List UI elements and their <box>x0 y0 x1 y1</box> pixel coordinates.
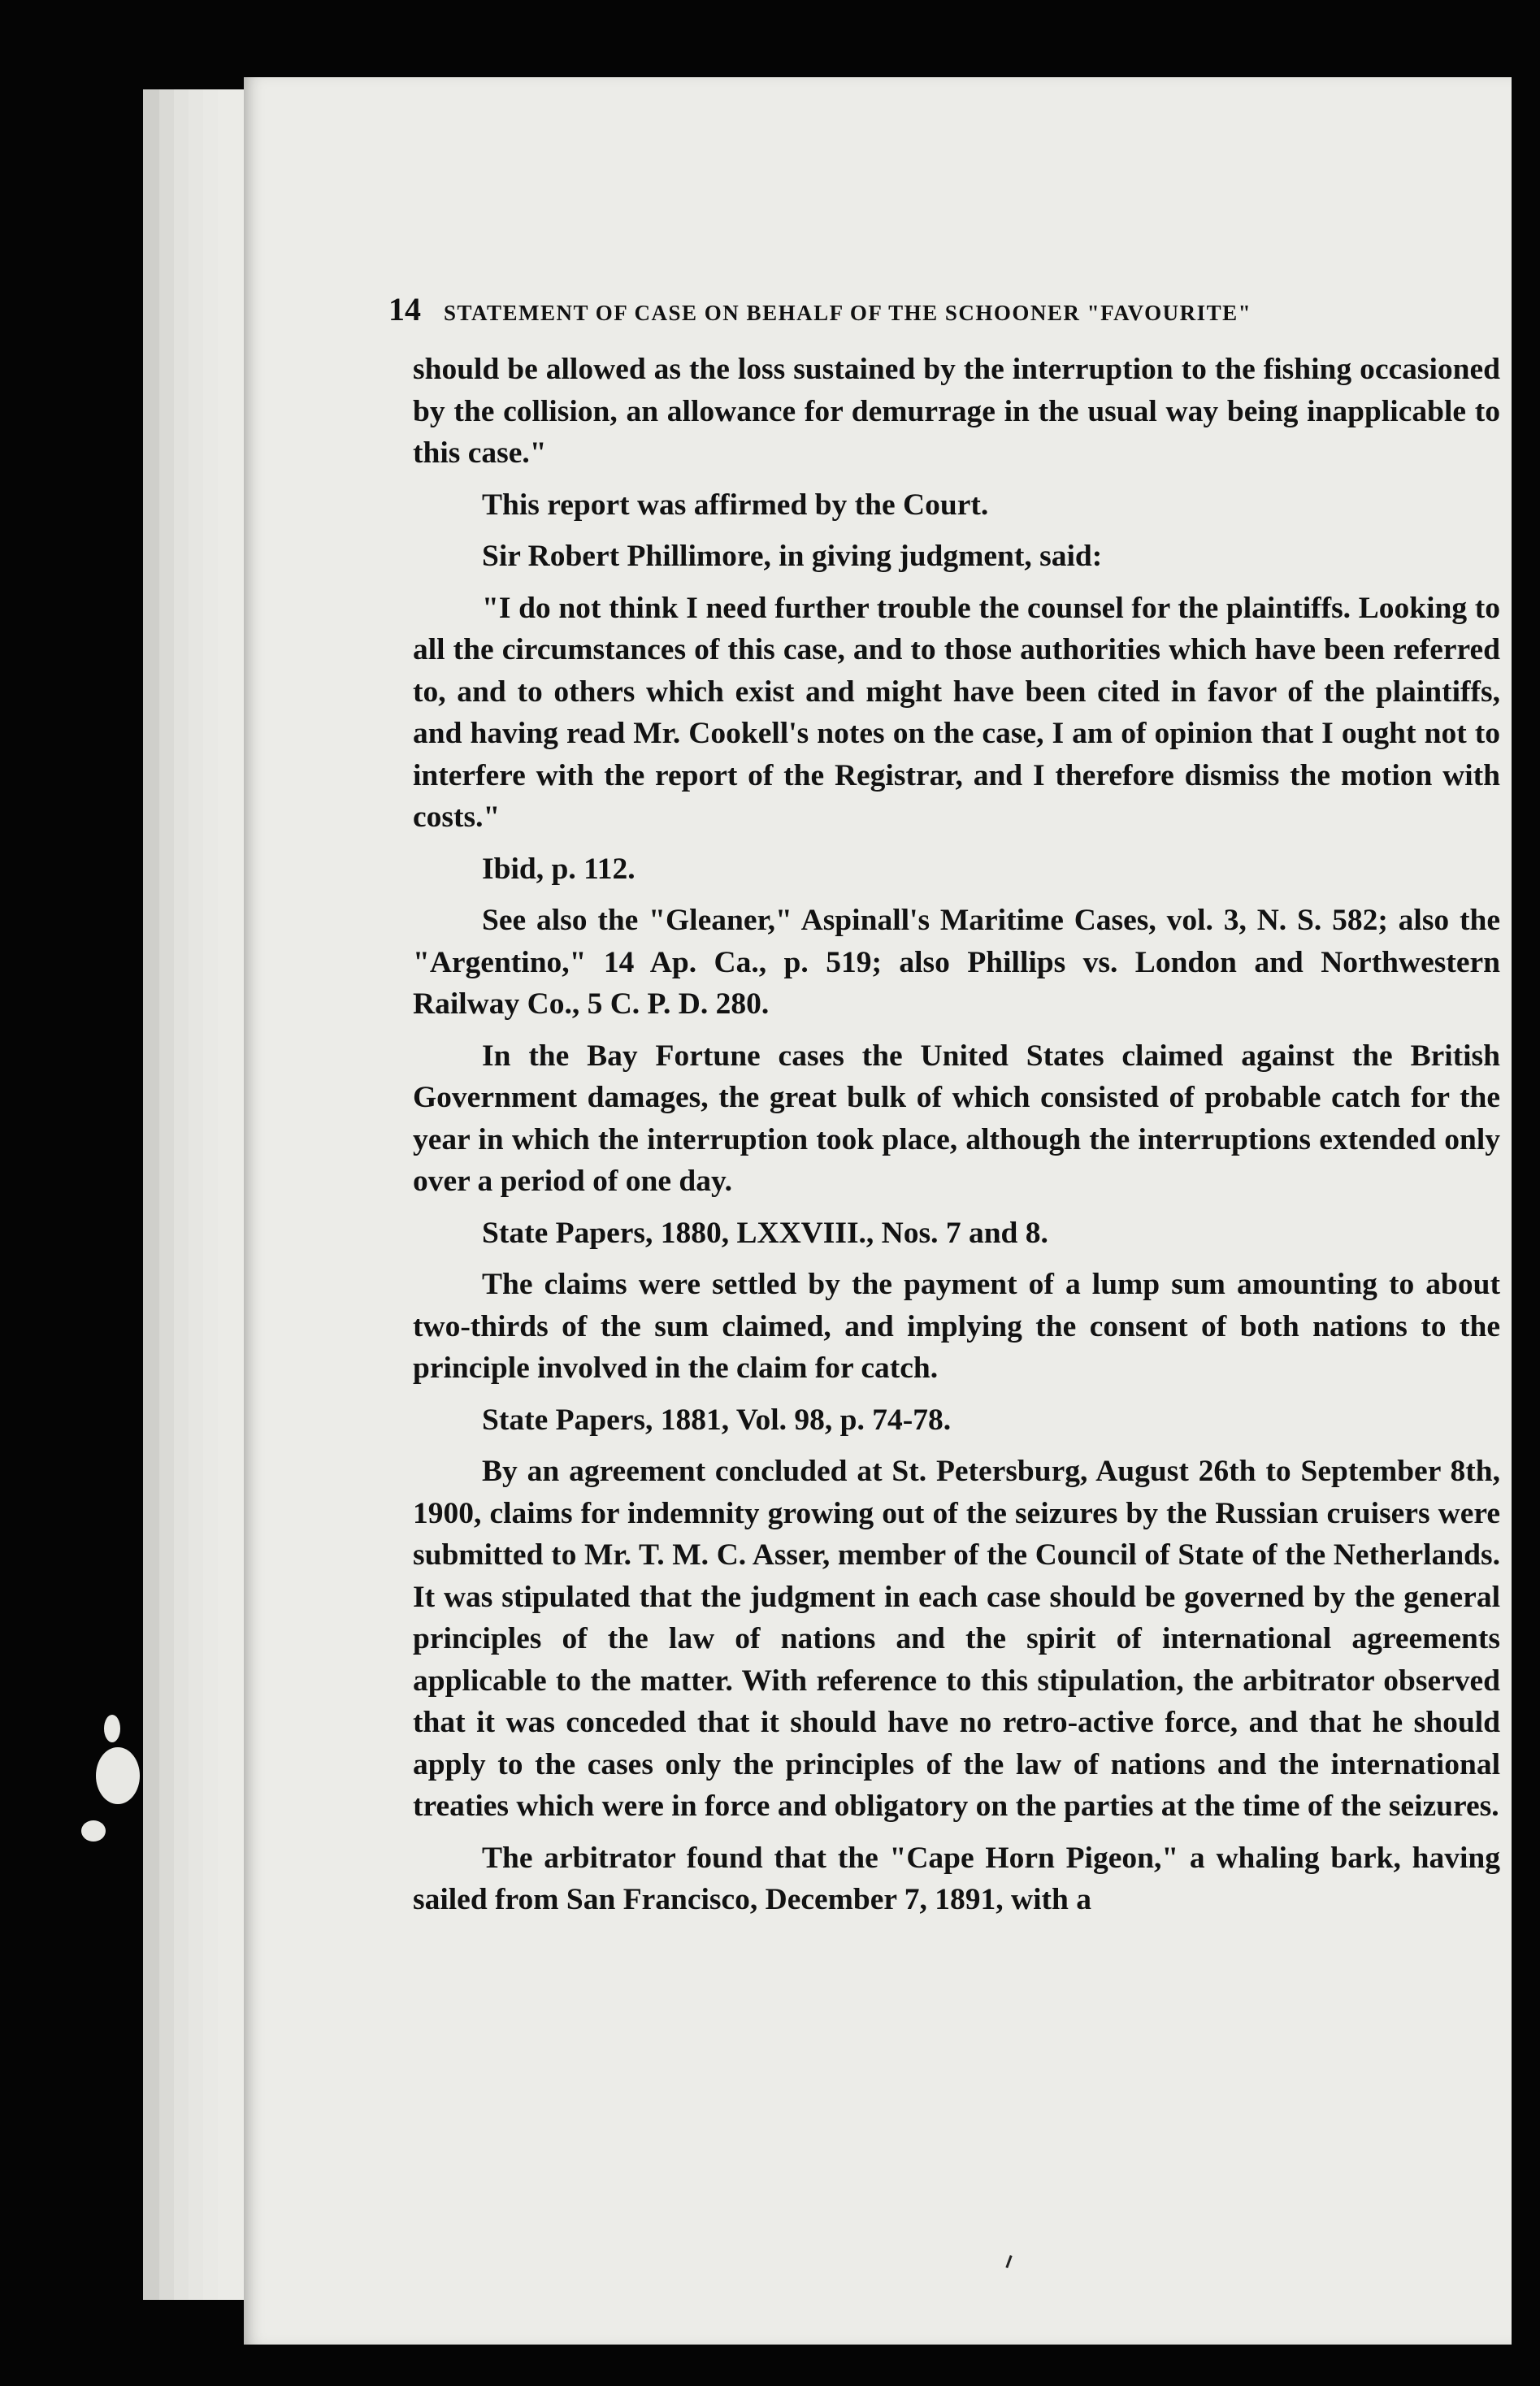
citation: State Papers, 1880, LXXVIII., Nos. 7 and 8. <box>482 1216 1048 1250</box>
paragraph: The claims were settled by the payment of a lump sum amounting to about two-thirds of the sum claimed, and implying the consent of both nations to the principle involved in the claim for catch. <box>413 1268 1500 1385</box>
document-page <box>244 77 1512 2345</box>
paragraph: The arbitrator found that the "Cape Horn Pigeon," a whaling bark, having sailed from San Francisco, December 7, 1891, with a <box>413 1841 1500 1916</box>
paragraph: In the Bay Fortune cases the United States claimed against the British Government damages, the great bulk of which consisted of probable catch for the year in which the interruption took place, although the interruptions extended only over a period of one day. <box>413 1039 1500 1198</box>
body-text <box>413 349 1500 1921</box>
paragraph: Sir Robert Phillimore, in giving judgment, said: <box>482 540 1103 573</box>
scan-artifact <box>104 1715 120 1742</box>
scan-artifact <box>96 1747 140 1804</box>
page-header <box>388 290 1445 328</box>
paragraph: This report was affirmed by the Court. <box>482 488 989 522</box>
paragraph: By an agreement concluded at St. Petersburg, August 26th to September 8th, 1900, claims for indemnity growing out of the seizures by the Russian cruisers were submitted to Mr. T. M. C. Asser, member of the Council of State of the Netherlands. It was stipulated that the judgment in each case should be governed by the general principles of the law of nations and the spirit of international agreements applicable to the matter. With reference to this stipulation, the arbitrator observed that it was conceded that it should have no retro-active force, and that he should apply to the cases only the principles of the law of nations and the international treaties which were in force and obligatory on the parties at the time of the seizures. <box>413 1455 1500 1823</box>
paragraph-continuation: should be allowed as the loss sustained by the interruption to the fishing occasioned by the collision, an allowance for demurrage in the usual way being inapplicable to this case." <box>413 353 1500 470</box>
scan-artifact <box>81 1820 106 1842</box>
running-head: STATEMENT OF CASE ON BEHALF OF THE SCHOONER "FAVOURITE" <box>444 301 1252 325</box>
paragraph-quote: "I do not think I need further trouble the counsel for the plaintiffs. Looking to all the circumstances of this case, and to those authorities which have been referred to, and to others which exist and might have been cited in favor of the plaintiffs, and having read Mr. Cookell's notes on the case, I am of opinion that I ought not to interfere with the report of the Registrar, and I therefore dismiss the motion with costs." <box>413 591 1500 834</box>
page-number: 14 <box>388 291 421 328</box>
paragraph: See also the "Gleaner," Aspinall's Maritime Cases, vol. 3, N. S. 582; also the "Argentino," 14 Ap. Ca., p. 519; also Phillips vs. London and Northwestern Railway Co., 5 C. P. D. 280. <box>413 904 1500 1021</box>
scan-mark <box>1005 2255 1012 2268</box>
citation: Ibid, p. 112. <box>482 852 636 886</box>
citation: State Papers, 1881, Vol. 98, p. 74-78. <box>482 1403 952 1437</box>
